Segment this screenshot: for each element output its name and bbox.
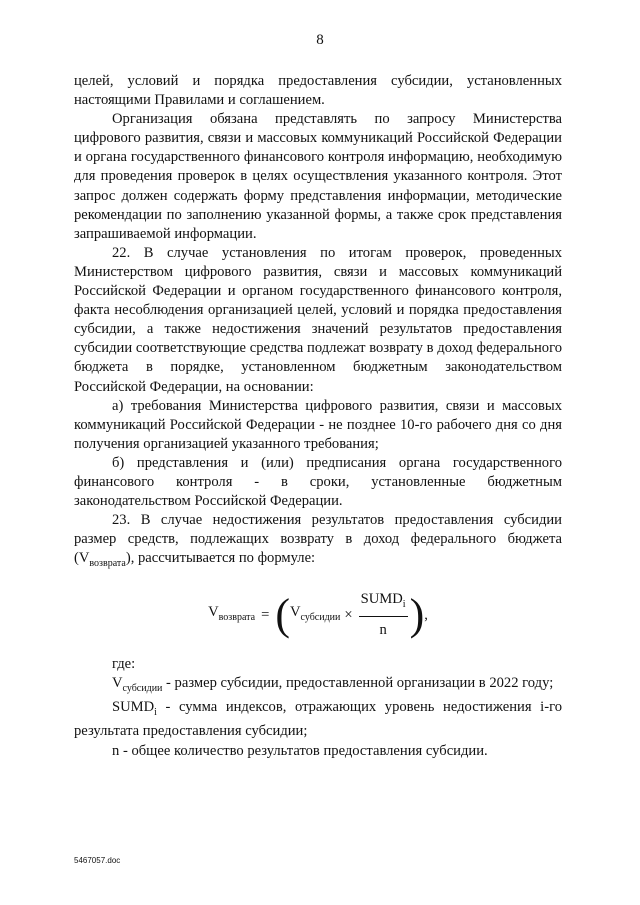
- definition-subsidy: [74, 674, 562, 698]
- formula-numerator-text: SUMD: [360, 591, 403, 608]
- formula-times: ×: [344, 606, 353, 623]
- page-number: 8: [316, 32, 324, 48]
- definitions: [74, 674, 562, 760]
- formula-trail: ,: [424, 606, 428, 623]
- formula-fraction: [359, 590, 408, 640]
- formula-open-paren: (: [275, 590, 290, 640]
- formula-var-sub: субсидии: [300, 612, 341, 624]
- document-footer-filename: 5467057.doc: [74, 856, 121, 865]
- paragraph-organization-obligation: Организация обязана представлять по запросу Министерства цифрового развития, связи и массовых коммуникаций Российской Федерации и органа государственного финансового контроля информацию, необходимую для проведения проверок в целях осуществления указанного контроля. Этот запрос должен содержать форму представления информации, методические рекомендации по заполнению указанной формы, а также срок представления запрашиваемой информации.: [74, 111, 562, 242]
- formula-lhs-var: V: [208, 604, 219, 621]
- definition-sumd: [74, 698, 562, 741]
- paragraph-23-text: 23. В случае недостижения результатов предоставления субсидии размер средств, подлежащих возврату в доход федерального бюджета (V: [74, 512, 562, 567]
- formula-lhs: [208, 603, 255, 627]
- definition-n: n - общее количество результатов предоставления субсидии.: [112, 742, 488, 759]
- definition-subsidy-text: - размер субсидии, предоставленной организации в 2022 году;: [162, 675, 554, 692]
- definition-sumd-var: SUMD: [112, 699, 155, 716]
- definition-sumd-text: - сумма индексов, отражающих уровень недостижения i-го результата предоставления субсидии;: [74, 699, 562, 740]
- paragraph-23-subscript: возврата: [89, 558, 126, 570]
- where-label: где:: [112, 656, 136, 673]
- paragraph-22a: а) требования Министерства цифрового развития, связи и массовых коммуникаций Российской Федерации - не позднее 10-го рабочего дня со дня получения организацией указанного требования;: [74, 397, 562, 452]
- formula-numerator: [359, 590, 408, 617]
- formula-equals: =: [261, 606, 270, 623]
- definition-subsidy-sub: субсидии: [122, 683, 163, 695]
- paragraph-22b: б) представления и (или) предписания органа государственного финансового контроля - в сроки, установленные бюджетным законодательством Российской Федерации.: [74, 454, 562, 510]
- formula-lhs-sub: возврата: [218, 612, 256, 624]
- formula-subsidy-var: [290, 603, 340, 627]
- refund-formula: [74, 579, 562, 651]
- paragraph-continuation: целей, условий и порядка предоставления субсидии, установленных настоящими Правилами и соглашением.: [74, 73, 562, 109]
- formula-numerator-sub: i: [402, 599, 406, 611]
- definition-sumd-sub: i: [154, 707, 157, 719]
- formula-var: V: [289, 604, 301, 621]
- definition-subsidy-var: V: [112, 675, 123, 692]
- paragraph-23: [74, 511, 562, 573]
- paragraph-22: 22. В случае установления по итогам проверок, проведенных Министерством цифрового развития, связи и массовых коммуникаций Российской Федерации и органом государственного финансового контроля, факта несоблюдения организацией целей, условий и порядка предоставления субсидии, а также недостижения значений результатов предоставления субсидии соответствующие средства подлежат возврату в доход федерального бюджета в порядке, установленном бюджетным законодательством Российской Федерации, на основании:: [74, 244, 562, 395]
- formula-close-paren: ): [409, 590, 425, 640]
- paragraph-23-tail: ), рассчитывается по формуле:: [125, 550, 316, 567]
- document-body: [74, 72, 562, 761]
- formula-denominator: n: [379, 622, 387, 639]
